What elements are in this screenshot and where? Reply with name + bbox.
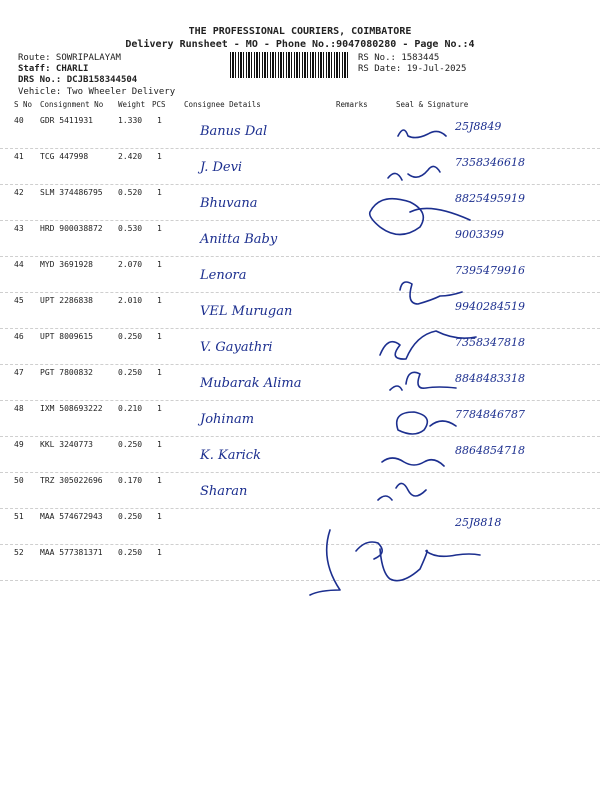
cell-weight: 0.250: [118, 548, 143, 557]
cell-pcs: 1: [157, 548, 162, 557]
signature-mark: [378, 483, 426, 500]
cell-pcs: 1: [157, 260, 162, 269]
staff-label: Staff: CHARLI: [18, 64, 89, 74]
cell-cons: MAA 574672943: [40, 512, 103, 521]
cell-weight: 0.250: [118, 512, 143, 521]
cell-sno: 43: [14, 224, 24, 233]
rs-number: RS No.: 1583445: [358, 53, 440, 63]
consignee-signature: Sharan: [200, 484, 248, 499]
cell-sno: 42: [14, 188, 24, 197]
cell-pcs: 1: [157, 512, 162, 521]
cell-sno: 40: [14, 116, 24, 125]
cell-pcs: 1: [157, 440, 162, 449]
signature-mark: [380, 331, 476, 359]
col-weight: Weight: [118, 100, 146, 109]
vehicle-label: Vehicle: Two Wheeler Delivery: [18, 87, 176, 97]
signature-phone: 8848483318: [455, 372, 525, 385]
signature-phone: 25J8818: [455, 516, 502, 529]
cell-weight: 2.420: [118, 152, 143, 161]
cell-cons: IXM 508693222: [40, 404, 103, 413]
signature-phone: 7395479916: [455, 264, 525, 277]
cell-weight: 1.330: [118, 116, 143, 125]
cell-sno: 50: [14, 476, 24, 485]
cell-sno: 49: [14, 440, 24, 449]
signature-mark: [398, 130, 446, 138]
cell-sno: 52: [14, 548, 24, 557]
col-signature: Seal & Signature: [396, 100, 469, 109]
consignee-signature: Mubarak Alima: [200, 376, 302, 391]
signature-phone: 8864854718: [455, 444, 525, 457]
signature-mark: [390, 372, 456, 390]
cell-pcs: 1: [157, 152, 162, 161]
signature-phone: 9003399: [455, 228, 504, 241]
cell-cons: GDR 5411931: [40, 116, 93, 125]
signature-mark: [400, 282, 462, 304]
signature-phone: 7358347818: [455, 336, 525, 349]
cell-weight: 0.250: [118, 332, 143, 341]
signature-phone: 7784846787: [455, 408, 525, 421]
signature-mark: [388, 166, 440, 180]
consignee-signature: Bhuvana: [200, 196, 258, 211]
cell-weight: 0.170: [118, 476, 143, 485]
col-remarks: Remarks: [336, 100, 368, 109]
cell-cons: PGT 7800832: [40, 368, 93, 377]
cell-sno: 48: [14, 404, 24, 413]
col-pcs: PCS: [152, 100, 166, 109]
cell-sno: 51: [14, 512, 24, 521]
cell-cons: TCG 447998: [40, 152, 89, 161]
consignee-signature: Banus Dal: [200, 124, 268, 139]
cell-pcs: 1: [157, 296, 162, 305]
consignee-signature: V. Gayathri: [200, 340, 273, 355]
cell-pcs: 1: [157, 332, 162, 341]
cell-sno: 45: [14, 296, 24, 305]
cell-weight: 2.010: [118, 296, 143, 305]
cell-cons: UPT 2286838: [40, 296, 93, 305]
signature-mark: [310, 530, 480, 595]
cell-weight: 0.250: [118, 368, 143, 377]
cell-sno: 41: [14, 152, 24, 161]
signature-phone: 9940284519: [455, 300, 525, 313]
signature-phone: 7358346618: [455, 156, 525, 169]
cell-pcs: 1: [157, 368, 162, 377]
signature-mark: [397, 412, 456, 434]
signature-phone: 8825495919: [455, 192, 525, 205]
consignee-signature: Johinam: [200, 412, 255, 427]
company-title: THE PROFESSIONAL COURIERS, COIMBATORE: [188, 26, 412, 37]
cell-cons: KKL 3240773: [40, 440, 93, 449]
consignee-signature: J. Devi: [200, 160, 243, 175]
cell-weight: 2.070: [118, 260, 143, 269]
consignee-signature: K. Karick: [200, 448, 261, 463]
signature-phone: 25J8849: [455, 120, 502, 133]
cell-cons: TRZ 305022696: [40, 476, 103, 485]
col-sno: S No: [14, 100, 33, 109]
cell-weight: 0.210: [118, 404, 143, 413]
cell-weight: 0.250: [118, 440, 143, 449]
cell-pcs: 1: [157, 404, 162, 413]
consignee-signature: VEL Murugan: [200, 304, 293, 319]
cell-cons: MAA 577381371: [40, 548, 103, 557]
runsheet-title: Delivery Runsheet - MO - Phone No.:9047080280 - Page No.:4: [125, 39, 475, 50]
cell-cons: SLM 374486795: [40, 188, 103, 197]
cell-cons: HRD 900038872: [40, 224, 103, 233]
cell-pcs: 1: [157, 116, 162, 125]
signature-mark: [370, 199, 470, 235]
consignee-signature: Lenora: [200, 268, 247, 283]
signature-mark: [382, 458, 444, 466]
cell-sno: 47: [14, 368, 24, 377]
drs-label: DRS No.: DCJB158344504: [18, 75, 138, 85]
cell-sno: 44: [14, 260, 24, 269]
rs-date: RS Date: 19-Jul-2025: [358, 64, 467, 74]
cell-cons: MYD 3691928: [40, 260, 93, 269]
route-label: Route: SOWRIPALAYAM: [18, 53, 121, 63]
cell-weight: 0.520: [118, 188, 143, 197]
cell-sno: 46: [14, 332, 24, 341]
cell-pcs: 1: [157, 224, 162, 233]
col-consignee: Consignee Details: [184, 100, 261, 109]
cell-weight: 0.530: [118, 224, 143, 233]
col-consignment: Consignment No: [40, 100, 104, 109]
cell-pcs: 1: [157, 476, 162, 485]
cell-pcs: 1: [157, 188, 162, 197]
cell-cons: UPT 8009615: [40, 332, 93, 341]
consignee-signature: Anitta Baby: [200, 232, 278, 247]
